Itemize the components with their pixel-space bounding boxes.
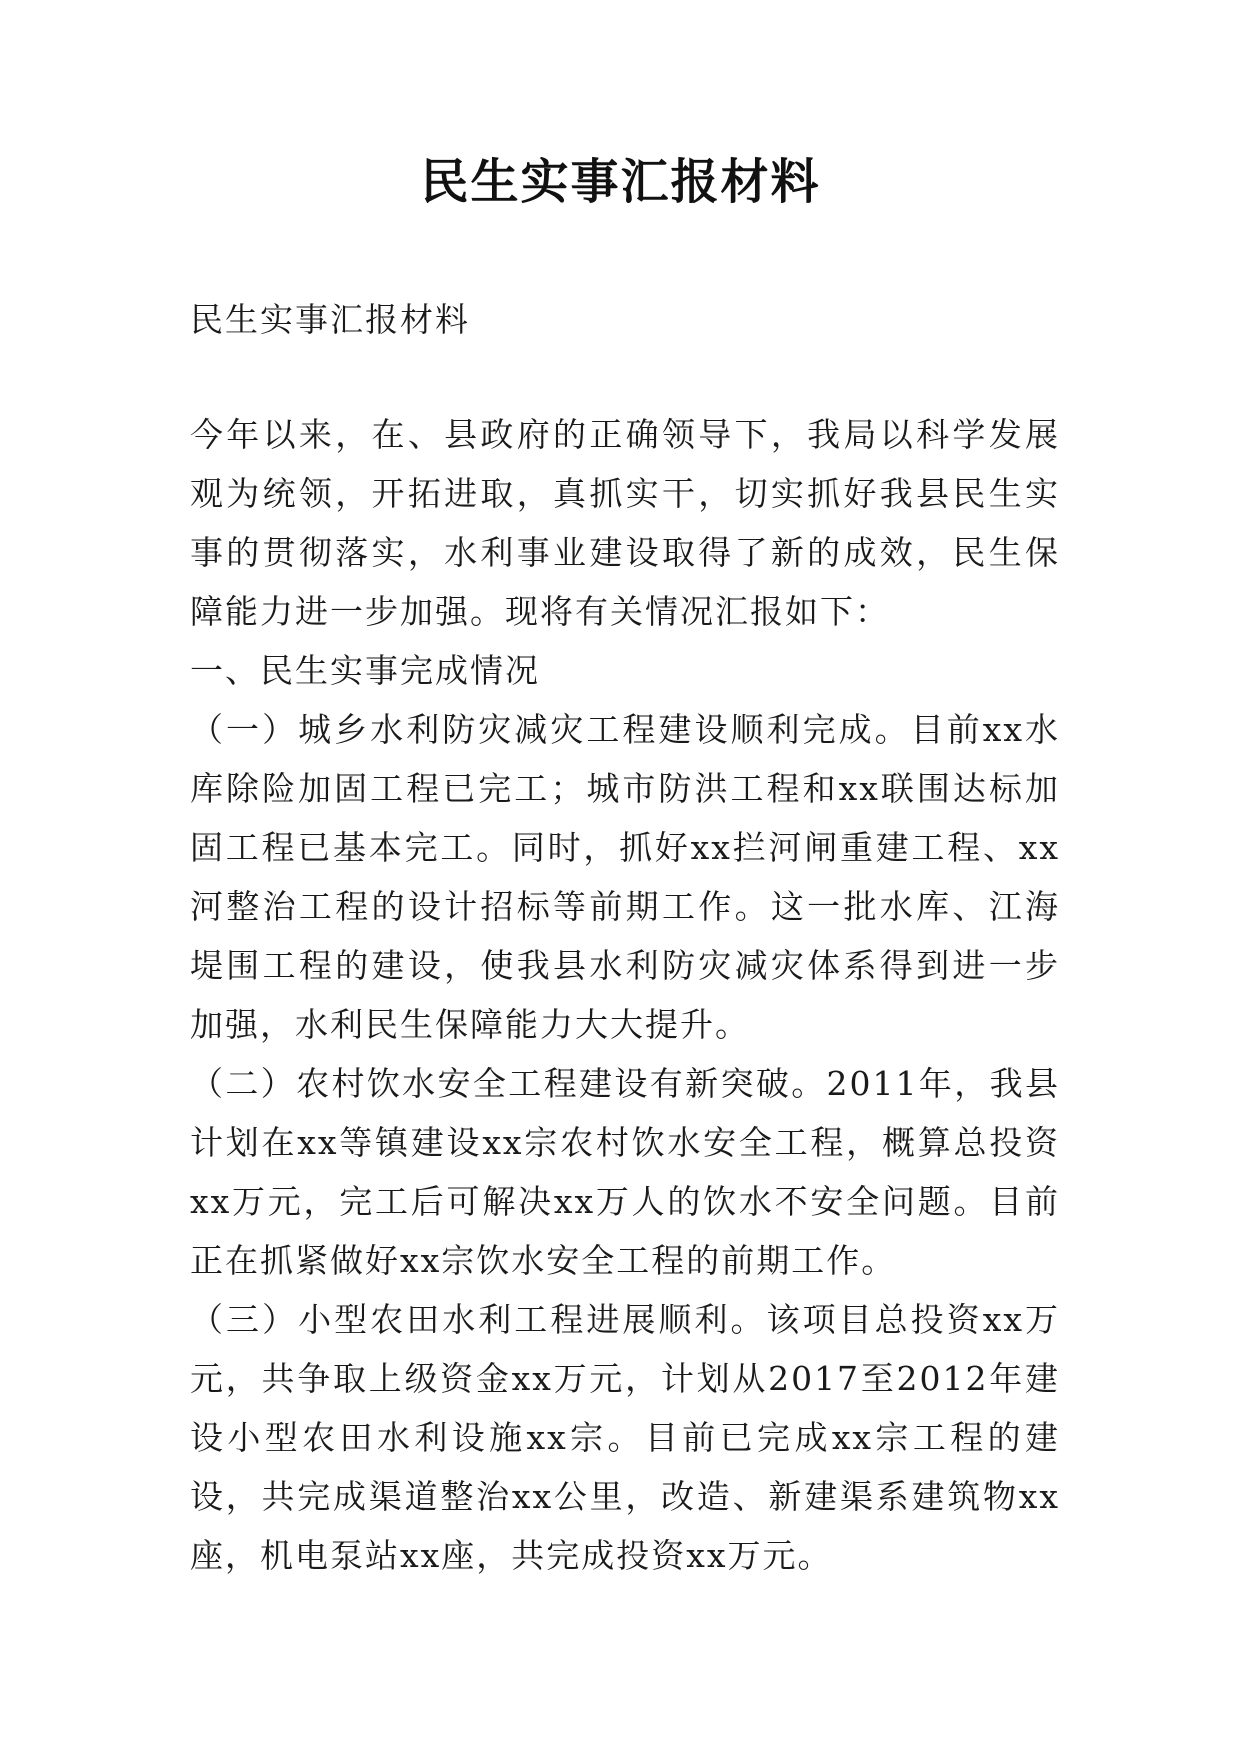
paragraph-item-2: （二）农村饮水安全工程建设有新突破。2011年，我县计划在xx等镇建设xx宗农村饮水安全工程，概算总投资xx万元，完工后可解决xx万人的饮水不安全问题。目前正在抓紧做好xx宗饮水安全工程的前期工作。 [190,1064,1060,1280]
paragraph-intro: 今年以来，在、县政府的正确领导下，我局以科学发展观为统领，开拓进取，真抓实干，切实抓好我县民生实事的贯彻落实，水利事业建设取得了新的成效，民生保障能力进一步加强。现将有关情况汇报如下： [190,415,1060,631]
paragraph-item-3: （三）小型农田水利工程进展顺利。该项目总投资xx万元，共争取上级资金xx万元，计划从2017至2012年建设小型农田水利设施xx宗。目前已完成xx宗工程的建设，共完成渠道整治xx公里，改造、新建渠系建筑物xx座，机电泵站xx座，共完成投资xx万元。 [190,1300,1060,1575]
section-heading-1: 一、民生实事完成情况 [190,651,540,690]
document-subtitle: 民生实事汇报材料 [190,300,470,339]
document-title: 民生实事汇报材料 [420,154,821,210]
paragraph-item-1: （一）城乡水利防灾减灾工程建设顺利完成。目前xx水库除险加固工程已完工；城市防洪工程和xx联围达标加固工程已基本完工。同时，抓好xx拦河闸重建工程、xx河整治工程的设计招标等前期工作。这一批水库、江海堤围工程的建设，使我县水利防灾减灾体系得到进一步加强，水利民生保障能力大大提升。 [190,710,1060,1044]
document-body [190,290,1060,1585]
